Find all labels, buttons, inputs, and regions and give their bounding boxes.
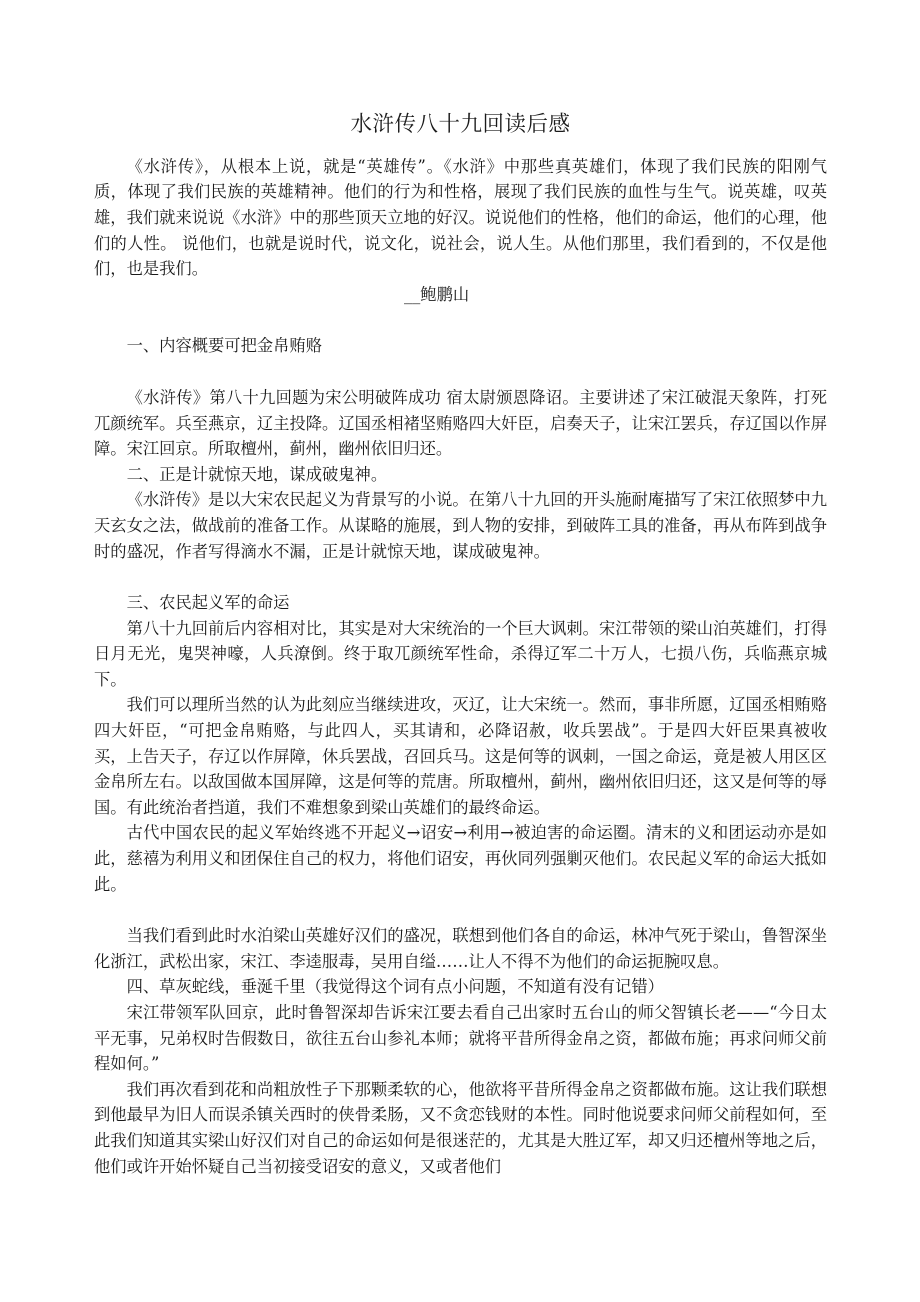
- spacer-after-title: [94, 138, 827, 154]
- section-2-paragraph-1: 《水浒传》是以大宋农民起义为背景写的小说。在第八十九回的开头施耐庵描写了宋江依照梦中九天玄女之法，做战前的准备工作。从谋略的施展，到人物的安排，到破阵工具的准备，再从布阵到战争时的盛况，作者写得滴水不漏，正是计就惊天地，谋成破鬼神。: [94, 490, 827, 561]
- page-title: 水浒传八十九回读后感: [350, 112, 571, 137]
- spacer-section-3-inner: [94, 897, 827, 923]
- section-3-heading: 三、农民起义军的命运: [126, 593, 290, 613]
- section-1-heading: 一、内容概要可把金帛贿赂: [126, 336, 322, 356]
- section-1-paragraph-1: 《水浒传》第八十九回题为宋公明破阵成功 宿太尉颁恩降诏。主要讲述了宋江破混天象阵，打死兀颜统军。兵至燕京，辽主投降。辽国丞相褚坚贿赂四大奸臣，启奏天子，让宋江罢兵，存辽国以作屏障。宋江回京。所取檀州，蓟州，幽州依旧归还。: [94, 387, 827, 459]
- spacer-section-1-heading: [94, 359, 827, 385]
- section-4-paragraph-1: 宋江带领军队回京，此时鲁智深却告诉宋江要去看自己出家时五台山的师父智镇长老——“今日太平无事，兄弟权时告假数日，欲往五台山参礼本师；就将平昔所得金帛之资，都做布施；再求问师父前程如何。”: [94, 1003, 827, 1074]
- document-body: [94, 0, 827, 1179]
- section-4-paragraph-2: 我们再次看到花和尚粗放性子下那颗柔软的心，他欲将平昔所得金帛之资都做布施。这让我们联想到他最早为旧人而误杀镇关西时的侠骨柔肠，又不贪恋钱财的本性。同时他说要求问师父前程如何，至此我们知道其实梁山好汉们对自己的命运如何是很迷茫的，尤其是大胜辽军，却又归还檀州等地之后，他们或许开始怀疑自己当初接受诏安的意义，又或者他们: [94, 1079, 827, 1176]
- section-3-paragraph-3: 古代中国农民的起义军始终逃不开起义→诏安→利用→被迫害的命运圈。清末的义和团运动亦是如此，慈禧为利用义和团保住自己的权力，将他们诏安，再伙同列强剿灭他们。农民起义军的命运大抵如此。: [94, 823, 827, 894]
- section-4-heading: 四、草灰蛇线，垂涎千里（我觉得这个词有点小问题，不知道有没有记错）: [126, 977, 664, 997]
- section-2-heading: 二、正是计就惊天地，谋成破鬼神。: [126, 464, 388, 484]
- epigraph-attribution: __鲍鹏山: [404, 284, 470, 304]
- section-3-paragraph-4: 当我们看到此时水泊梁山英雄好汉们的盛况，联想到他们各自的命运，林冲气死于梁山，鲁智深坐化浙江，武松出家，宋江、李逵服毒，吴用自缢……让人不得不为他们的命运扼腕叹息。: [94, 926, 827, 971]
- spacer-before-section-3: [94, 564, 827, 590]
- section-3-paragraph-2: 我们可以理所当然的认为此刻应当继续进攻，灭辽，让大宋统一。然而，事非所愿，辽国丞相贿赂四大奸臣，“可把金帛贿赂，与此四人，买其请和，必降诏赦，收兵罢战”。于是四大奸臣果真被收买，上告天子，存辽以作屏障，休兵罢战，召回兵马。这是何等的讽刺，一国之命运，竟是被人用区区金帛所左右。以敌国做本国屏障，这是何等的荒唐。所取檀州，蓟州，幽州依旧归还，这又是何等的辱国。有此统治者挡道，我们不难想象到梁山英雄们的最终命运。: [94, 695, 827, 817]
- epigraph-paragraph: 《水浒传》，从根本上说，就是“英雄传”。《水浒》中那些真英雄们，体现了我们民族的阳刚气质，体现了我们民族的英雄精神。他们的行为和性格，展现了我们民族的血性与生气。说英雄，叹英雄，我们就来说说《水浒》中的那些顶天立地的好汉。说说他们的性格，他们的命运，他们的心理，他们的人性。 说他们，也就是说时代，说文化，说社会，说人生。从他们那里，我们看到的，不仅是他们，也是我们。: [94, 156, 827, 279]
- spacer-before-section-1: [94, 307, 827, 333]
- section-3-paragraph-1: 第八十九回前后内容相对比，其实是对大宋统治的一个巨大讽刺。宋江带领的梁山泊英雄们，打得日月无光，鬼哭神嚎，人兵潦倒。终于取兀颜统军性命，杀得辽军二十万人，七损八伤，兵临燕京城下。: [94, 618, 827, 689]
